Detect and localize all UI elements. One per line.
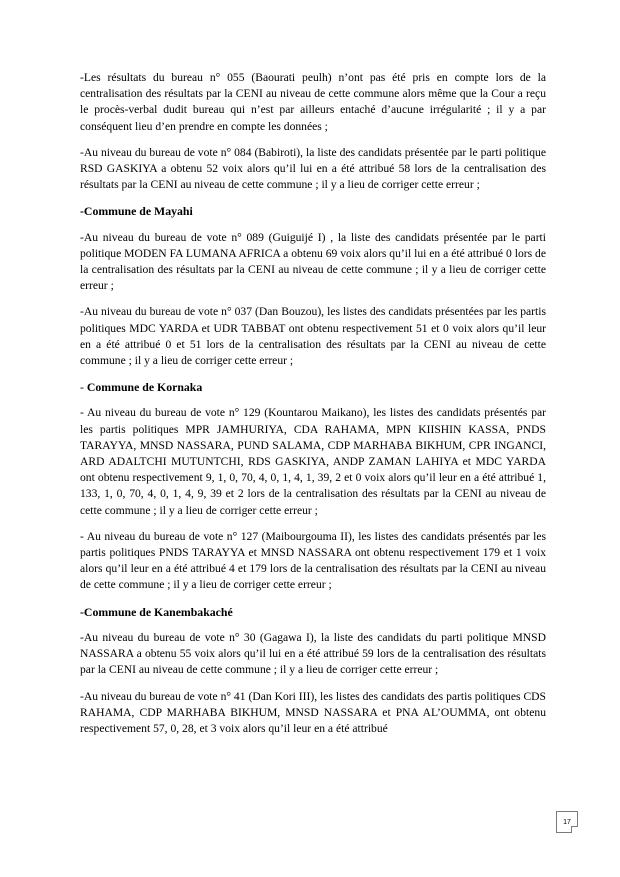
paragraph: -Au niveau du bureau de vote n° 41 (Dan Kori III), les listes des candidats des partis politiques CDS RAHAMA, CDP MARHABA BIKHUM, MNSD NASSARA et PNA AL’OUMMA, ont obtenu respectivement 57, 0, 28, et 3 voix alors qu’il leur en a été attribué <box>80 689 546 735</box>
section-heading <box>80 379 546 395</box>
section-heading <box>80 203 546 219</box>
paragraph: - Au niveau du bureau de vote n° 127 (Maibourgouma II), les listes des candidats présentés par les partis politiques PNDS TARAYYA et MNSD NASSARA ont obtenu respectivement 179 et 1 voix alors qu’il leur en a été attribué 4 et 179 lors de la centralisation des résultats par la CENI au niveau de cette commune ; il y a lieu de corriger cette erreur ; <box>80 529 546 592</box>
paragraph: -Au niveau du bureau de vote n° 084 (Babiroti), la liste des candidats présentée par le parti politique RSD GASKIYA a obtenu 52 voix alors qu’il lui en a été attribué 58 lors de la centralisation des résultats par la CENI au niveau de cette commune ; il y a lieu de corriger cette erreur ; <box>80 145 546 192</box>
paragraph: -Au niveau du bureau de vote n° 037 (Dan Bouzou), les listes des candidats présentées par les partis politiques MDC YARDA et UDR TABBAT ont obtenu respectivement 51 et 0 voix alors qu’il leur en a été attribué 0 et 51 lors de la centralisation des résultats par la CENI au niveau de cette commune ; il y a lieu de corriger cette erreur ; <box>80 305 546 368</box>
paragraph: -Au niveau du bureau de vote n° 30 (Gagawa I), la liste des candidats du parti politique MNSD NASSARA a obtenu 55 voix alors qu’il lui en a été attribué 59 lors de la centralisation des résultats par la CENI au niveau de cette commune ; il y a lieu de corriger cette erreur ; <box>80 630 546 677</box>
heading-text: -Commune de Mayahi <box>80 204 193 219</box>
page-number: 17 <box>563 818 571 826</box>
heading-text: -Commune de Kanembakaché <box>80 604 233 619</box>
paragraph: -Les résultats du bureau n° 055 (Baourati peulh) n’ont pas été pris en compte lors de la centralisation des résultats par la CENI au niveau de cette commune alors même que la Cour a reçu le procès-verbal dudit bureau qui n’est par ailleurs entaché d’aucune irrégularité ; il y a par conséquent lieu d’en prendre en compte les données ; <box>80 71 546 133</box>
heading-prefix: - <box>80 380 87 395</box>
heading-text: Commune de Kornaka <box>86 380 203 395</box>
document-body <box>80 70 546 747</box>
section-heading <box>80 604 546 620</box>
paragraph: -Au niveau du bureau de vote n° 089 (Guiguijé I) , la liste des candidats présentée par le parti politique MODEN FA LUMANA AFRICA a obtenu 69 voix alors qu’il lui en a été attribué 0 lors de la centralisation des résultats par la CENI au niveau de cette commune ; il y a lieu de corriger cette erreur ; <box>80 230 546 293</box>
paragraph: - Au niveau du bureau de vote n° 129 (Kountarou Maikano), les listes des candidats présentés par les partis politiques MPR JAMHURIYA, CDA RAHAMA, MPN KIISHIN KASSA, PNDS TARAYYA, MNSD NASSARA, PUND SALAMA, CDP MARHABA BIKHUM, CPR INGANCI, ARD ADALTCHI MUTUNTCHI, RDS GASKIYA, ANDP ZAMAN LAHIYA et MDC YARDA ont obtenu respectivement 9, 1, 0, 70, 4, 0, 1, 4, 1, 39, 2 et 0 voix alors qu’il leur en a été attribué 1, 133, 1, 0, 70, 4, 0, 1, 4, 9, 39 et 2 lors de la centralisation des résultats par la CENI au niveau de cette commune ; il y a lieu de corriger cette erreur ; <box>80 406 546 517</box>
page-number-box <box>556 811 578 833</box>
